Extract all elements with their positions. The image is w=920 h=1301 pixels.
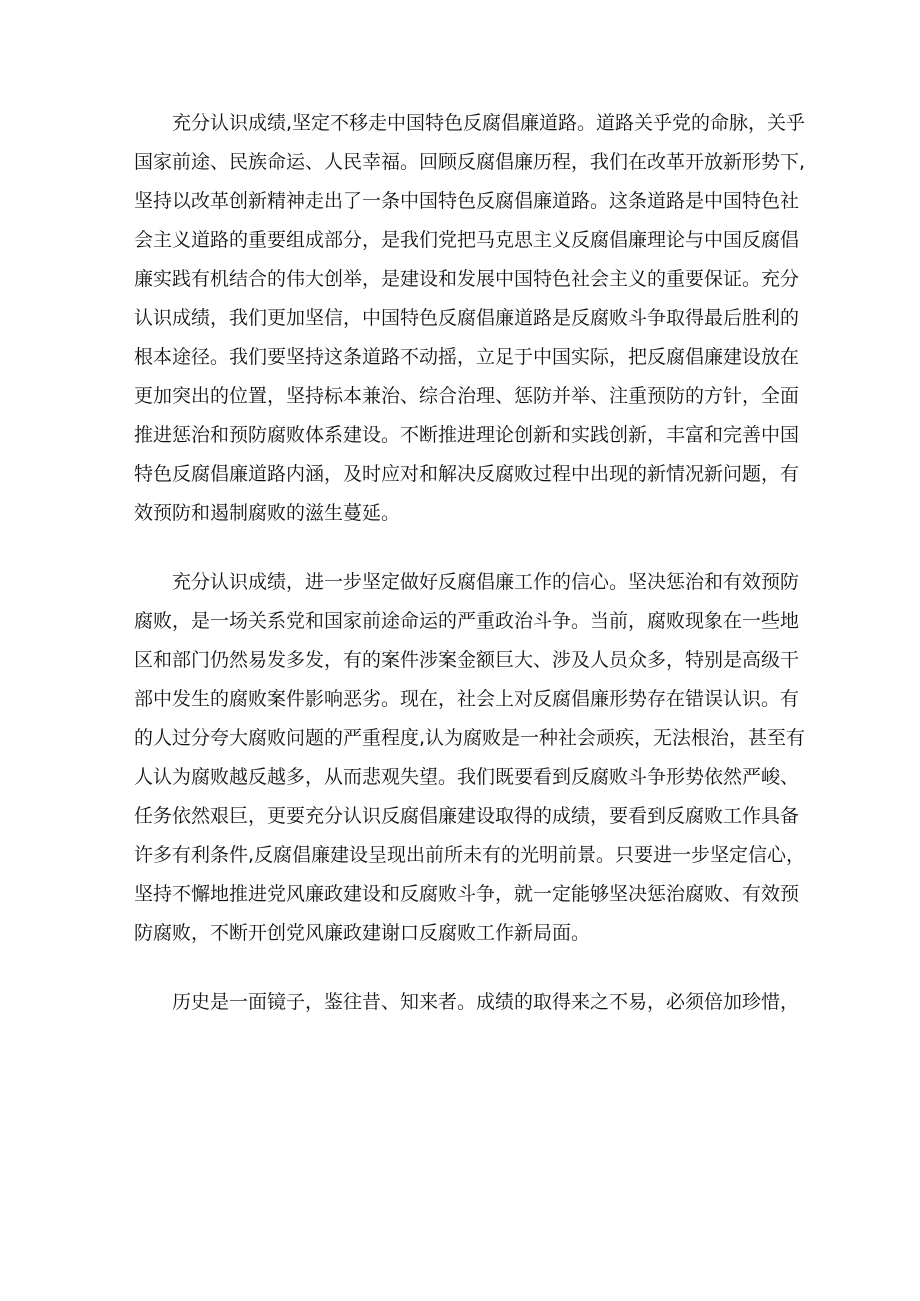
text-line: 区和部门仍然易发多发，有的案件涉案金额巨大、涉及人员众多，特别是高级干 [134,649,800,671]
text-line: 的人过分夸大腐败问题的严重程度,认为腐败是一种社会顽疾，无法根治，甚至有 [134,727,806,749]
text-line: 腐败，是一场关系党和国家前途命运的严重政治斗争。当前，腐败现象在一些地 [134,610,800,632]
text-line: 国家前途、民族命运、人民幸福。回顾反腐倡廉历程，我们在改革开放新形势下, [134,151,806,173]
text-line: 人认为腐败越反越多，从而悲观失望。我们既要看到反腐败斗争形势依然严峻、 [134,766,800,788]
paragraph-spacer [134,533,794,563]
text-line: 充分认识成绩,坚定不移走中国特色反腐倡廉道路。道路关乎党的命脉，关乎 [172,112,806,134]
paragraph-2 [134,563,806,953]
text-line: 推进惩治和预防腐败体系建设。不断推进理论创新和实践创新，丰富和完善中国 [134,424,800,446]
text-line: 认识成绩，我们更加坚信，中国特色反腐倡廉道路是反腐败斗争取得最后胜利的 [134,307,800,329]
paragraph-1 [134,104,806,533]
text-line: 廉实践有机结合的伟大创举，是建设和发展中国特色社会主义的重要保证。充分 [134,268,800,290]
paragraph-3 [134,983,800,1022]
text-line: 历史是一面镜子，鉴往昔、知来者。成绩的取得来之不易，必须倍加珍惜， [172,991,800,1013]
text-line: 根本途径。我们要坚持这条道路不动摇，立足于中国实际，把反腐倡廉建设放在 [134,346,800,368]
text-line: 特色反腐倡廉道路内涵，及时应对和解决反腐败过程中出现的新情况新问题，有 [134,463,800,485]
text-line: 部中发生的腐败案件影响恶劣。现在，社会上对反腐倡廉形势存在错误认识。有 [134,688,800,710]
text-line: 许多有利条件,反腐倡廉建设呈现出前所未有的光明前景。只要进一步坚定信心， [134,844,806,866]
document-body [134,104,806,1022]
text-line: 更加突出的位置，坚持标本兼治、综合治理、惩防并举、注重预防的方针，全面 [134,385,800,407]
paragraph-spacer [134,953,794,983]
text-line: 效预防和遏制腐败的滋生蔓延。 [134,502,401,524]
text-line: 坚持以改革创新精神走出了一条中国特色反腐倡廉道路。这条道路是中国特色社 [134,190,800,212]
text-line: 任务依然艰巨，更要充分认识反腐倡廉建设取得的成绩，要看到反腐败工作具备 [134,805,800,827]
text-line: 会主义道路的重要组成部分，是我们党把马克思主义反腐倡廉理论与中国反腐倡 [134,229,800,251]
text-line: 坚持不懈地推进党风廉政建设和反腐败斗争，就一定能够坚决惩治腐败、有效预 [134,883,800,905]
text-line: 充分认识成绩，进一步坚定做好反腐倡廉工作的信心。坚决惩治和有效预防 [172,571,800,593]
text-line: 防腐败，不断开创党风廉政建谢口反腐败工作新局面。 [134,922,591,944]
